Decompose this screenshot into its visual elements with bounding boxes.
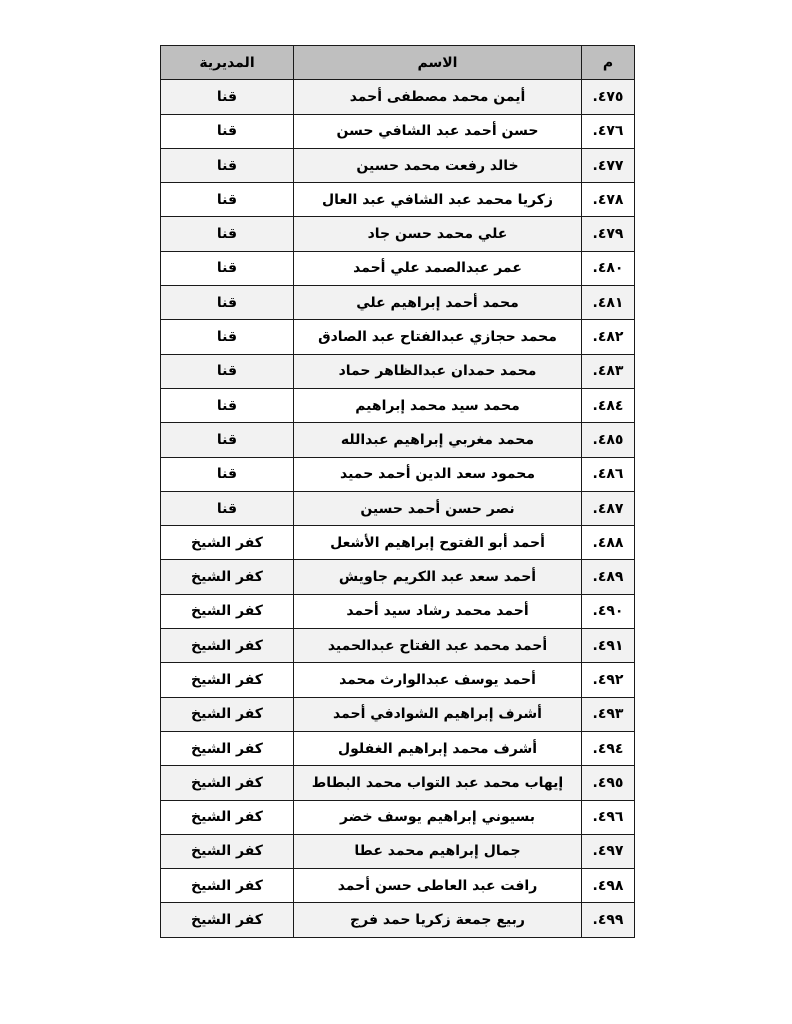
row-name: أشرف إبراهيم الشوادفي أحمد — [294, 697, 582, 731]
row-number: ٤٩٠. — [582, 594, 635, 628]
row-number: ٤٩٩. — [582, 903, 635, 937]
row-name: أحمد أبو الفتوح إبراهيم الأشعل — [294, 526, 582, 560]
row-number: ٤٧٧. — [582, 148, 635, 182]
row-number: ٤٨٤. — [582, 388, 635, 422]
row-directorate: كفر الشيخ — [161, 629, 294, 663]
row-name: علي محمد حسن جاد — [294, 217, 582, 251]
row-number: ٤٩٨. — [582, 869, 635, 903]
table-row — [161, 251, 635, 285]
row-number: ٤٩٥. — [582, 766, 635, 800]
row-directorate: كفر الشيخ — [161, 663, 294, 697]
row-number: ٤٩٦. — [582, 800, 635, 834]
row-number: ٤٧٦. — [582, 114, 635, 148]
row-directorate: قنا — [161, 457, 294, 491]
row-name: محمد حجازي عبدالفتاح عبد الصادق — [294, 320, 582, 354]
table-row — [161, 457, 635, 491]
row-name: أحمد يوسف عبدالوارث محمد — [294, 663, 582, 697]
row-directorate: كفر الشيخ — [161, 731, 294, 765]
row-directorate: كفر الشيخ — [161, 766, 294, 800]
table-row — [161, 80, 635, 114]
table-row — [161, 286, 635, 320]
column-header-number: م — [582, 46, 635, 80]
row-name: أحمد محمد رشاد سيد أحمد — [294, 594, 582, 628]
row-directorate: كفر الشيخ — [161, 526, 294, 560]
table-row — [161, 148, 635, 182]
row-name: محمد أحمد إبراهيم علي — [294, 286, 582, 320]
row-number: ٤٩٤. — [582, 731, 635, 765]
row-directorate: قنا — [161, 286, 294, 320]
row-name: أيمن محمد مصطفى أحمد — [294, 80, 582, 114]
row-directorate: قنا — [161, 491, 294, 525]
row-directorate: قنا — [161, 354, 294, 388]
table-row — [161, 560, 635, 594]
table-row — [161, 388, 635, 422]
table-row — [161, 354, 635, 388]
row-number: ٤٨٣. — [582, 354, 635, 388]
row-name: أشرف محمد إبراهيم الغفلول — [294, 731, 582, 765]
row-directorate: قنا — [161, 423, 294, 457]
row-number: ٤٩٣. — [582, 697, 635, 731]
row-number: ٤٨٢. — [582, 320, 635, 354]
row-name: رافت عبد العاطى حسن أحمد — [294, 869, 582, 903]
row-directorate: قنا — [161, 217, 294, 251]
row-number: ٤٧٨. — [582, 183, 635, 217]
table-row — [161, 731, 635, 765]
row-name: محمد مغربي إبراهيم عبدالله — [294, 423, 582, 457]
row-directorate: قنا — [161, 251, 294, 285]
row-name: محمود سعد الدين أحمد حميد — [294, 457, 582, 491]
row-name: إيهاب محمد عبد التواب محمد البطاط — [294, 766, 582, 800]
row-number: ٤٧٩. — [582, 217, 635, 251]
table-row — [161, 114, 635, 148]
table-row — [161, 491, 635, 525]
table-row — [161, 869, 635, 903]
table-row — [161, 183, 635, 217]
column-header-name: الاسم — [294, 46, 582, 80]
row-directorate: قنا — [161, 148, 294, 182]
row-number: ٤٩٢. — [582, 663, 635, 697]
row-number: ٤٨٠. — [582, 251, 635, 285]
row-name: زكريا محمد عبد الشافي عبد العال — [294, 183, 582, 217]
column-header-directorate: المديرية — [161, 46, 294, 80]
row-number: ٤٩٧. — [582, 834, 635, 868]
row-name: ربيع جمعة زكريا حمد فرج — [294, 903, 582, 937]
table-row — [161, 903, 635, 937]
row-directorate: كفر الشيخ — [161, 903, 294, 937]
row-directorate: كفر الشيخ — [161, 800, 294, 834]
row-name: محمد سيد محمد إبراهيم — [294, 388, 582, 422]
row-directorate: كفر الشيخ — [161, 560, 294, 594]
row-number: ٤٨٧. — [582, 491, 635, 525]
table-row — [161, 217, 635, 251]
row-directorate: قنا — [161, 183, 294, 217]
row-number: ٤٨٩. — [582, 560, 635, 594]
row-number: ٤٨٨. — [582, 526, 635, 560]
row-number: ٤٨٥. — [582, 423, 635, 457]
row-directorate: قنا — [161, 388, 294, 422]
row-number: ٤٩١. — [582, 629, 635, 663]
roster-table — [160, 45, 635, 938]
table-row — [161, 423, 635, 457]
row-name: جمال إبراهيم محمد عطا — [294, 834, 582, 868]
row-name: حسن أحمد عبد الشافي حسن — [294, 114, 582, 148]
row-number: ٤٨٦. — [582, 457, 635, 491]
row-number: ٤٧٥. — [582, 80, 635, 114]
table-row — [161, 834, 635, 868]
header-row — [161, 46, 635, 80]
table-row — [161, 629, 635, 663]
row-directorate: كفر الشيخ — [161, 834, 294, 868]
row-directorate: كفر الشيخ — [161, 697, 294, 731]
row-name: خالد رفعت محمد حسين — [294, 148, 582, 182]
row-directorate: كفر الشيخ — [161, 869, 294, 903]
table-row — [161, 594, 635, 628]
row-number: ٤٨١. — [582, 286, 635, 320]
table-row — [161, 320, 635, 354]
row-name: نصر حسن أحمد حسين — [294, 491, 582, 525]
table-row — [161, 766, 635, 800]
table-row — [161, 526, 635, 560]
row-directorate: كفر الشيخ — [161, 594, 294, 628]
row-name: عمر عبدالصمد علي أحمد — [294, 251, 582, 285]
row-name: محمد حمدان عبدالظاهر حماد — [294, 354, 582, 388]
row-name: أحمد محمد عبد الفتاح عبدالحميد — [294, 629, 582, 663]
row-directorate: قنا — [161, 114, 294, 148]
row-directorate: قنا — [161, 80, 294, 114]
row-name: أحمد سعد عبد الكريم جاويش — [294, 560, 582, 594]
table-body — [161, 80, 635, 937]
row-name: بسيوني إبراهيم يوسف خضر — [294, 800, 582, 834]
row-directorate: قنا — [161, 320, 294, 354]
table-row — [161, 697, 635, 731]
table-row — [161, 800, 635, 834]
table-row — [161, 663, 635, 697]
